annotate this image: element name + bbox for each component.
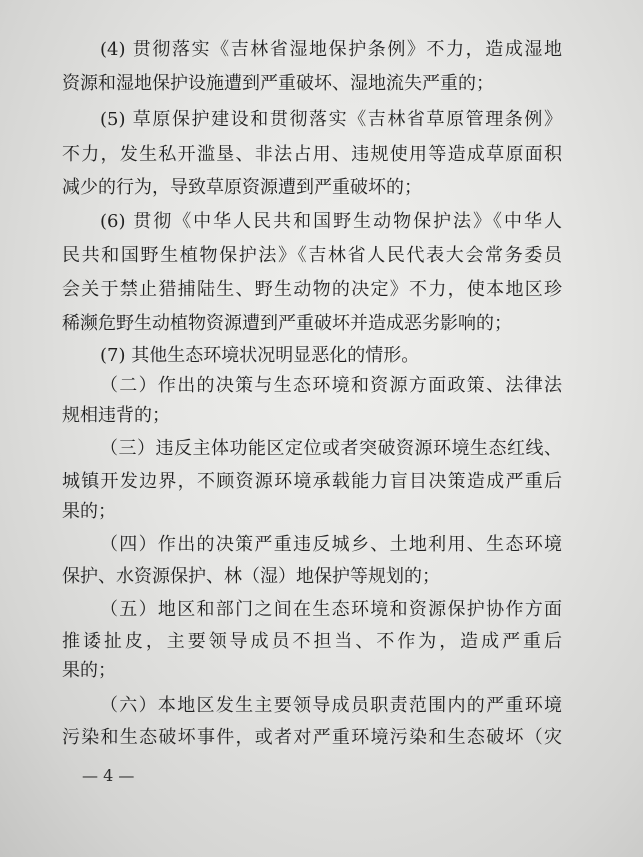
text-line: 果的； bbox=[62, 501, 116, 522]
text-line: (7) 其他生态环境状况明显恶化的情形。 bbox=[100, 345, 420, 366]
text-line: 污染和生态破坏事件，或者对严重环境污染和生态破坏（灾 bbox=[62, 727, 562, 748]
text-line: （六）本地区发生主要领导成员职责范围内的严重环境 bbox=[100, 695, 562, 716]
text-line: 稀濒危野生动植物资源遭到严重破坏并造成恶劣影响的； bbox=[62, 313, 512, 334]
text-line: (4) 贯彻落实《吉林省湿地保护条例》不力，造成湿地 bbox=[100, 39, 562, 60]
text-line: 保护、水资源保护、林（湿）地保护等规划的； bbox=[62, 566, 440, 587]
text-line: （三）违反主体功能区定位或者突破资源环境生态红线、 bbox=[100, 438, 562, 459]
text-line: 资源和湿地保护设施遭到严重破坏、湿地流失严重的； bbox=[62, 73, 494, 94]
text-line: 规相违背的； bbox=[62, 405, 170, 426]
text-line: (5) 草原保护建设和贯彻落实《吉林省草原管理条例》 bbox=[100, 109, 562, 130]
page-number: — 4 — bbox=[82, 766, 135, 785]
text-line: （四）作出的决策严重违反城乡、土地利用、生态环境 bbox=[100, 534, 562, 555]
text-line: 民共和国野生植物保护法》《吉林省人民代表大会常务委员 bbox=[62, 245, 562, 266]
text-line: 果的； bbox=[62, 660, 116, 681]
text-line: (6) 贯彻《中华人民共和国野生动物保护法》《中华人 bbox=[100, 211, 562, 232]
text-line: （二）作出的决策与生态环境和资源方面政策、法律法 bbox=[100, 375, 562, 396]
text-line: 城镇开发边界，不顾资源环境承载能力盲目决策造成严重后 bbox=[62, 471, 562, 492]
text-line: （五）地区和部门之间在生态环境和资源保护协作方面 bbox=[100, 599, 562, 620]
text-line: 不力，发生私开滥垦、非法占用、违规使用等造成草原面积 bbox=[62, 144, 562, 165]
text-line: 推诿扯皮，主要领导成员不担当、不作为，造成严重后 bbox=[62, 631, 562, 652]
text-line: 会关于禁止猎捕陆生、野生动物的决定》不力，使本地区珍 bbox=[62, 279, 562, 300]
text-line: 减少的行为，导致草原资源遭到严重破坏的； bbox=[62, 177, 422, 198]
